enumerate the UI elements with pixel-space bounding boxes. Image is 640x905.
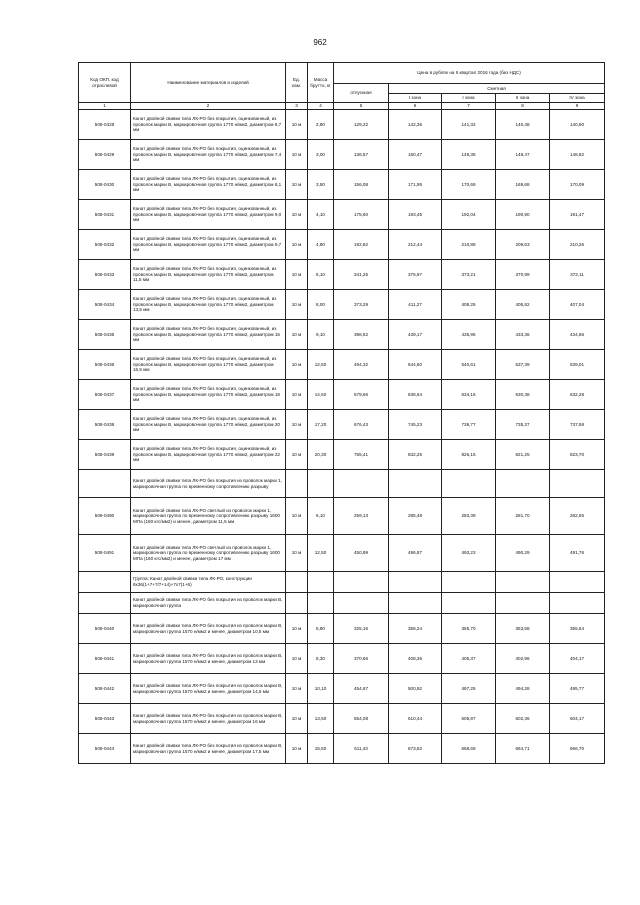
item-code: 508-0431 bbox=[79, 200, 131, 230]
release-price: 450,99 bbox=[334, 535, 389, 572]
table-row bbox=[79, 614, 605, 644]
estimate-price-zone-iv: 282,55 bbox=[550, 498, 605, 535]
table-row bbox=[79, 140, 605, 170]
header-zone-1: I зона bbox=[389, 94, 442, 103]
item-description: Канат двойной свивки типа ЛК-РО без покрытия из проволок марки В, маркировочная группа 1570 н/мм2 и менее, диаметром 13 мм bbox=[131, 644, 286, 674]
estimate-price-zone-1: 544,60 bbox=[389, 350, 442, 380]
empty-cell bbox=[308, 572, 334, 593]
item-mass: 15,50 bbox=[308, 734, 334, 764]
estimate-price-zone-1: 212,44 bbox=[389, 230, 442, 260]
estimate-price-zone-1: 358,24 bbox=[389, 614, 442, 644]
estimate-price-zone-1: 832,25 bbox=[389, 440, 442, 470]
empty-cell bbox=[334, 593, 389, 614]
estimate-price-zone-ii: 602,36 bbox=[496, 704, 550, 734]
item-code: 508-0439 bbox=[79, 440, 131, 470]
group-row bbox=[79, 593, 605, 614]
estimate-price-zone-iv: 491,76 bbox=[550, 535, 605, 572]
empty-cell bbox=[550, 572, 605, 593]
item-mass: 13,50 bbox=[308, 704, 334, 734]
item-description: Канат двойной свивки типа ЛК-РО без покрытия, оцинкованный, из проволок марки В, маркировочная группа 1770 н/мм2, диаметром 8,1 мм bbox=[131, 170, 286, 200]
release-price: 373,29 bbox=[334, 290, 389, 320]
group-code bbox=[79, 572, 131, 593]
page-number: 962 bbox=[313, 38, 327, 47]
estimate-price-zone-1: 500,92 bbox=[389, 674, 442, 704]
item-code: 508-0443 bbox=[79, 704, 131, 734]
empty-cell bbox=[442, 572, 496, 593]
item-unit: 10 м bbox=[286, 320, 308, 350]
estimate-price-zone-ii: 402,96 bbox=[496, 644, 550, 674]
estimate-price-zone-ii: 353,58 bbox=[496, 614, 550, 644]
item-description: Канат двойной свивки типа ЛК-РО без покрытия, оцинкованный, из проволок марки В, маркировочная группа 1770 н/мм2, диаметром 18 мм bbox=[131, 380, 286, 410]
table-row bbox=[79, 200, 605, 230]
release-price: 611,43 bbox=[334, 734, 389, 764]
item-unit: 10 м bbox=[286, 614, 308, 644]
item-mass: 12,50 bbox=[308, 350, 334, 380]
estimate-price-zone-ii: 537,39 bbox=[496, 350, 550, 380]
estimate-price-zone-iv: 210,26 bbox=[550, 230, 605, 260]
item-mass: 4,10 bbox=[308, 200, 334, 230]
group-description: Группа: Канат двойной свивки типа ЛК-РО, конструкции 6х36(1+7+7/7+14)+7х7(1+6) bbox=[131, 572, 286, 593]
table-row bbox=[79, 380, 605, 410]
estimate-price-zone-ii: 405,82 bbox=[496, 290, 550, 320]
estimate-price-zone-1: 638,64 bbox=[389, 380, 442, 410]
item-mass: 14,50 bbox=[308, 380, 334, 410]
item-mass: 5,80 bbox=[308, 614, 334, 644]
item-mass: 12,50 bbox=[308, 535, 334, 572]
empty-cell bbox=[286, 470, 308, 498]
release-price: 755,41 bbox=[334, 440, 389, 470]
estimate-price-zone-1: 411,27 bbox=[389, 290, 442, 320]
estimate-price-zone-ii: 664,71 bbox=[496, 734, 550, 764]
item-unit: 10 м bbox=[286, 644, 308, 674]
item-mass: 8,00 bbox=[308, 290, 334, 320]
estimate-price-zone-ii: 630,38 bbox=[496, 380, 550, 410]
estimate-price-zone-1: 496,87 bbox=[389, 535, 442, 572]
price-table bbox=[78, 62, 605, 764]
item-mass: 3,50 bbox=[308, 170, 334, 200]
column-number: 5 bbox=[334, 103, 389, 110]
table-row bbox=[79, 260, 605, 290]
estimate-price-zone-i: 408,25 bbox=[442, 290, 496, 320]
release-price: 341,25 bbox=[334, 260, 389, 290]
item-unit: 10 м bbox=[286, 535, 308, 572]
item-unit: 10 м bbox=[286, 704, 308, 734]
empty-cell bbox=[389, 470, 442, 498]
item-code: 508-0438 bbox=[79, 410, 131, 440]
estimate-price-zone-i: 373,21 bbox=[442, 260, 496, 290]
header-estimate-price: Сметная bbox=[389, 84, 605, 94]
item-description: Канат двойной свивки типа ЛК-РО без покрытия, оцинкованный, из проволок марки В, маркировочная группа 1770 н/мм2, диаметром 22 мм bbox=[131, 440, 286, 470]
release-price: 494,32 bbox=[334, 350, 389, 380]
estimate-price-zone-ii: 169,68 bbox=[496, 170, 550, 200]
estimate-price-zone-i: 540,61 bbox=[442, 350, 496, 380]
table-row bbox=[79, 290, 605, 320]
estimate-price-zone-i: 149,36 bbox=[442, 140, 496, 170]
column-number: 4 bbox=[308, 103, 334, 110]
estimate-price-zone-iv: 666,70 bbox=[550, 734, 605, 764]
estimate-price-zone-iv: 148,82 bbox=[550, 140, 605, 170]
item-description: Канат двойной свивки типа ЛК-РО без покрытия, оцинкованный, из проволок марки В, маркировочная группа 1770 н/мм2, диаметром 9,0 мм bbox=[131, 200, 286, 230]
header-zone-i: I зона bbox=[442, 94, 496, 103]
item-code: 508-0440 bbox=[79, 614, 131, 644]
estimate-price-zone-i: 210,88 bbox=[442, 230, 496, 260]
empty-cell bbox=[550, 470, 605, 498]
table-row bbox=[79, 350, 605, 380]
estimate-price-zone-ii: 821,25 bbox=[496, 440, 550, 470]
header-mass: Масса брутто, кг bbox=[308, 63, 334, 103]
release-price: 454,67 bbox=[334, 674, 389, 704]
estimate-price-zone-1: 375,97 bbox=[389, 260, 442, 290]
estimate-price-zone-iv: 404,17 bbox=[550, 644, 605, 674]
release-price: 156,08 bbox=[334, 170, 389, 200]
release-price: 175,60 bbox=[334, 200, 389, 230]
estimate-price-zone-ii: 190,90 bbox=[496, 200, 550, 230]
estimate-price-zone-ii: 494,28 bbox=[496, 674, 550, 704]
table-row bbox=[79, 535, 605, 572]
item-mass: 6,10 bbox=[308, 260, 334, 290]
group-code bbox=[79, 470, 131, 498]
item-unit: 10 м bbox=[286, 200, 308, 230]
item-code: 508-0441 bbox=[79, 644, 131, 674]
item-description: Канат двойной свивки типа ЛК-РО без покрытия, оцинкованный, из проволок марки В, маркировочная группа 1770 н/мм2, диаметром 20 мм bbox=[131, 410, 286, 440]
table-header bbox=[79, 63, 605, 110]
table-row bbox=[79, 498, 605, 535]
table-body bbox=[79, 110, 605, 764]
column-number: 1 bbox=[79, 103, 131, 110]
item-mass: 6,10 bbox=[308, 498, 334, 535]
item-mass: 17,20 bbox=[308, 410, 334, 440]
estimate-price-zone-iv: 737,58 bbox=[550, 410, 605, 440]
item-description: Канат двойной свивки типа ЛК-РО без покрытия из проволок марки В, маркировочная группа 1570 н/мм2 и менее, диаметром 16 мм bbox=[131, 704, 286, 734]
item-code: 508-0430 bbox=[79, 170, 131, 200]
item-unit: 10 м bbox=[286, 140, 308, 170]
group-description: Канат двойной свивки типа ЛК-РО без покрытия из проволок марки В, маркировочная группа bbox=[131, 593, 286, 614]
release-price: 325,16 bbox=[334, 614, 389, 644]
table-row bbox=[79, 734, 605, 764]
item-unit: 10 м bbox=[286, 498, 308, 535]
item-description: Канат двойной свивки типа ЛК-РО без покрытия, оцинкованный, из проволок марки В, маркировочная группа 1770 н/мм2, диаметром 16,5 мм bbox=[131, 350, 286, 380]
release-price: 129,22 bbox=[334, 110, 389, 140]
estimate-price-zone-iv: 823,70 bbox=[550, 440, 605, 470]
item-mass: 3,00 bbox=[308, 140, 334, 170]
header-name: Наименование материалов и изделий bbox=[131, 63, 286, 103]
estimate-price-zone-iv: 434,66 bbox=[550, 320, 605, 350]
empty-cell bbox=[334, 572, 389, 593]
empty-cell bbox=[550, 593, 605, 614]
table-row bbox=[79, 230, 605, 260]
release-price: 192,82 bbox=[334, 230, 389, 260]
estimate-price-zone-1: 610,44 bbox=[389, 704, 442, 734]
estimate-price-zone-iv: 604,17 bbox=[550, 704, 605, 734]
item-code: 508-0434 bbox=[79, 290, 131, 320]
empty-cell bbox=[389, 593, 442, 614]
item-code: 508-0433 bbox=[79, 260, 131, 290]
column-number-row bbox=[79, 103, 605, 110]
header-release-price: отпускная bbox=[334, 84, 389, 103]
item-mass: 8,30 bbox=[308, 644, 334, 674]
table-row bbox=[79, 440, 605, 470]
estimate-price-zone-1: 171,95 bbox=[389, 170, 442, 200]
estimate-price-zone-i: 435,95 bbox=[442, 320, 496, 350]
estimate-price-zone-ii: 281,70 bbox=[496, 498, 550, 535]
release-price: 136,57 bbox=[334, 140, 389, 170]
item-mass: 4,80 bbox=[308, 230, 334, 260]
table-row bbox=[79, 704, 605, 734]
empty-cell bbox=[442, 470, 496, 498]
estimate-price-zone-1: 745,23 bbox=[389, 410, 442, 440]
item-code: 508-0432 bbox=[79, 230, 131, 260]
empty-cell bbox=[334, 470, 389, 498]
empty-cell bbox=[286, 572, 308, 593]
item-code: 508-0444 bbox=[79, 734, 131, 764]
release-price: 398,62 bbox=[334, 320, 389, 350]
empty-cell bbox=[308, 470, 334, 498]
item-description: Канат двойной свивки типа ЛК-РО без покрытия, оцинкованный, из проволок марки В, маркировочная группа 1770 н/мм2, диаметром 6,7 мм bbox=[131, 110, 286, 140]
item-description: Канат двойной свивки типа ЛК-РО без покрытия из проволок марки В, маркировочная группа 1570 н/мм2 и менее, диаметром 10,5 мм bbox=[131, 614, 286, 644]
estimate-price-zone-1: 408,36 bbox=[389, 644, 442, 674]
estimate-price-zone-iv: 372,11 bbox=[550, 260, 605, 290]
estimate-price-zone-ii: 140,48 bbox=[496, 110, 550, 140]
estimate-price-zone-iv: 632,28 bbox=[550, 380, 605, 410]
header-price-title: Цена в рублях на II квартал 2016 года (без НДС) bbox=[334, 63, 605, 84]
empty-cell bbox=[496, 572, 550, 593]
table-row bbox=[79, 644, 605, 674]
estimate-price-zone-1: 142,36 bbox=[389, 110, 442, 140]
table-row bbox=[79, 110, 605, 140]
estimate-price-zone-i: 170,69 bbox=[442, 170, 496, 200]
item-unit: 10 м bbox=[286, 410, 308, 440]
release-price: 259,13 bbox=[334, 498, 389, 535]
estimate-price-zone-i: 283,39 bbox=[442, 498, 496, 535]
group-row bbox=[79, 572, 605, 593]
column-number: 2 bbox=[131, 103, 286, 110]
estimate-price-zone-ii: 148,47 bbox=[496, 140, 550, 170]
estimate-price-zone-iv: 191,47 bbox=[550, 200, 605, 230]
group-row bbox=[79, 470, 605, 498]
estimate-price-zone-i: 355,70 bbox=[442, 614, 496, 644]
item-description: Канат двойной свивки типа ЛК-РО светлый из проволок марки 1, маркировочная группа по временному сопротивлению разрыву 1600 МПа (160 кгс/мм2) и менее, диаметром 11,5 мм bbox=[131, 498, 286, 535]
estimate-price-zone-i: 497,25 bbox=[442, 674, 496, 704]
item-mass: 10,10 bbox=[308, 674, 334, 704]
estimate-price-zone-iv: 407,04 bbox=[550, 290, 605, 320]
empty-cell bbox=[442, 593, 496, 614]
empty-cell bbox=[496, 470, 550, 498]
item-unit: 10 м bbox=[286, 674, 308, 704]
release-price: 676,43 bbox=[334, 410, 389, 440]
column-number: 3 bbox=[286, 103, 308, 110]
item-description: Канат двойной свивки типа ЛК-РО без покрытия, оцинкованный, из проволок марки В, маркировочная группа 1770 н/мм2, диаметром 11,5 мм bbox=[131, 260, 286, 290]
item-mass: 20,30 bbox=[308, 440, 334, 470]
release-price: 370,66 bbox=[334, 644, 389, 674]
estimate-price-zone-i: 634,16 bbox=[442, 380, 496, 410]
table-row bbox=[79, 320, 605, 350]
item-description: Канат двойной свивки типа ЛК-РО без покрытия из проволок марки В, маркировочная группа 1570 н/мм2 и менее, диаметром 17,5 мм bbox=[131, 734, 286, 764]
item-unit: 10 м bbox=[286, 290, 308, 320]
item-unit: 10 м bbox=[286, 350, 308, 380]
item-code: 508-0429 bbox=[79, 140, 131, 170]
item-unit: 10 м bbox=[286, 230, 308, 260]
item-unit: 10 м bbox=[286, 440, 308, 470]
item-mass: 2,80 bbox=[308, 110, 334, 140]
item-mass: 9,10 bbox=[308, 320, 334, 350]
item-code: 508-0428 bbox=[79, 110, 131, 140]
item-description: Канат двойной свивки типа ЛК-РО без покрытия, оцинкованный, из проволок марки В, маркировочная группа 1770 н/мм2, диаметром 7,4 мм bbox=[131, 140, 286, 170]
estimate-price-zone-ii: 209,63 bbox=[496, 230, 550, 260]
header-zone-iv: IV зона bbox=[550, 94, 605, 103]
estimate-price-zone-i: 668,69 bbox=[442, 734, 496, 764]
estimate-price-zone-i: 141,32 bbox=[442, 110, 496, 140]
estimate-price-zone-iv: 355,64 bbox=[550, 614, 605, 644]
estimate-price-zone-i: 493,23 bbox=[442, 535, 496, 572]
estimate-price-zone-iv: 140,90 bbox=[550, 110, 605, 140]
item-code: 508-0435 bbox=[79, 320, 131, 350]
empty-cell bbox=[496, 593, 550, 614]
empty-cell bbox=[286, 593, 308, 614]
column-number: 7 bbox=[442, 103, 496, 110]
table-row bbox=[79, 410, 605, 440]
estimate-price-zone-iv: 170,09 bbox=[550, 170, 605, 200]
group-description: Канат двойной свивки типа ЛК-РО без покрытия из проволок марки 1, маркировочная группа по временному сопротивлению разрыву bbox=[131, 470, 286, 498]
table-row bbox=[79, 674, 605, 704]
estimate-price-zone-ii: 735,37 bbox=[496, 410, 550, 440]
release-price: 554,08 bbox=[334, 704, 389, 734]
item-description: Канат двойной свивки типа ЛК-РО без покрытия из проволок марки В, маркировочная группа 1570 н/мм2 и менее, диаметром 14,5 мм bbox=[131, 674, 286, 704]
group-code bbox=[79, 593, 131, 614]
item-description: Канат двойной свивки типа ЛК-РО светлый из проволок марки 1, маркировочная группа по временному сопротивлению разрыву 1600 МПа (160 кгс/мм2) и менее, диаметром 17 мм bbox=[131, 535, 286, 572]
item-code: 508-0491 bbox=[79, 535, 131, 572]
empty-cell bbox=[308, 593, 334, 614]
item-code: 508-0437 bbox=[79, 380, 131, 410]
estimate-price-zone-ii: 490,29 bbox=[496, 535, 550, 572]
estimate-price-zone-1: 673,62 bbox=[389, 734, 442, 764]
estimate-price-zone-i: 405,37 bbox=[442, 644, 496, 674]
header-code: Код ОКП, код отраслевой bbox=[79, 63, 131, 103]
item-description: Канат двойной свивки типа ЛК-РО без покрытия, оцинкованный, из проволок марки В, маркировочная группа 1770 н/мм2, диаметром 13,5 мм bbox=[131, 290, 286, 320]
item-unit: 10 м bbox=[286, 170, 308, 200]
empty-cell bbox=[389, 572, 442, 593]
estimate-price-zone-ii: 370,99 bbox=[496, 260, 550, 290]
estimate-price-zone-i: 192,04 bbox=[442, 200, 496, 230]
estimate-price-zone-iv: 539,01 bbox=[550, 350, 605, 380]
estimate-price-zone-i: 826,15 bbox=[442, 440, 496, 470]
item-description: Канат двойной свивки типа ЛК-РО без покрытия, оцинкованный, из проволок марки В, маркировочная группа 1770 н/мм2, диаметром 15 мм bbox=[131, 320, 286, 350]
item-code: 508-0490 bbox=[79, 498, 131, 535]
column-number: 6 bbox=[389, 103, 442, 110]
item-unit: 10 м bbox=[286, 110, 308, 140]
header-unit: Ед. изм. bbox=[286, 63, 308, 103]
item-unit: 10 м bbox=[286, 260, 308, 290]
estimate-price-zone-i: 739,77 bbox=[442, 410, 496, 440]
estimate-price-zone-1: 193,45 bbox=[389, 200, 442, 230]
item-unit: 10 м bbox=[286, 380, 308, 410]
item-code: 508-0442 bbox=[79, 674, 131, 704]
table-row bbox=[79, 170, 605, 200]
release-price: 579,66 bbox=[334, 380, 389, 410]
item-unit: 10 м bbox=[286, 734, 308, 764]
estimate-price-zone-1: 439,17 bbox=[389, 320, 442, 350]
item-code: 508-0436 bbox=[79, 350, 131, 380]
estimate-price-zone-ii: 433,36 bbox=[496, 320, 550, 350]
column-number: 9 bbox=[550, 103, 605, 110]
estimate-price-zone-1: 285,48 bbox=[389, 498, 442, 535]
estimate-price-zone-i: 605,97 bbox=[442, 704, 496, 734]
header-zone-ii: II зона bbox=[496, 94, 550, 103]
estimate-price-zone-iv: 495,77 bbox=[550, 674, 605, 704]
item-description: Канат двойной свивки типа ЛК-РО без покрытия, оцинкованный, из проволок марки В, маркировочная группа 1770 н/мм2, диаметром 9,7 мм bbox=[131, 230, 286, 260]
column-number: 8 bbox=[496, 103, 550, 110]
estimate-price-zone-1: 150,47 bbox=[389, 140, 442, 170]
